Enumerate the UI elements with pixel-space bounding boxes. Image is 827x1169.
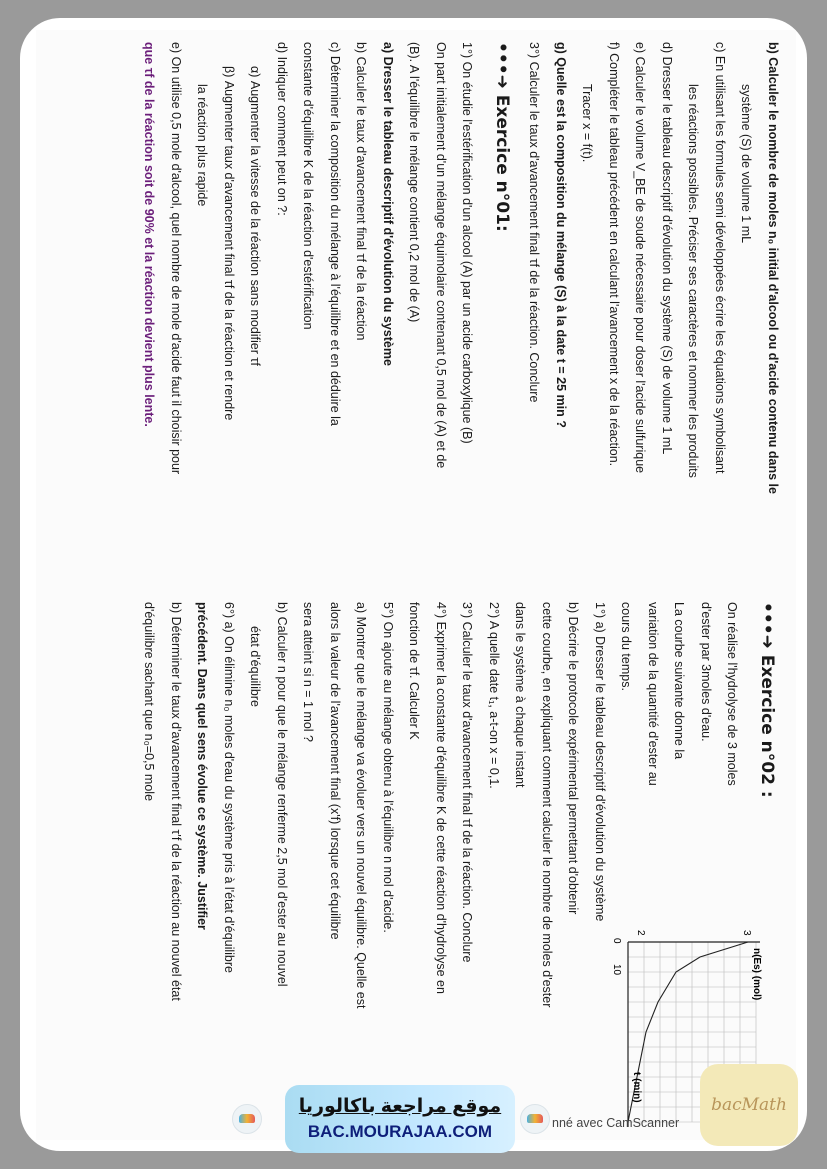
ex2-line: précédent. Dans quel sens évolue ce système. Justifier — [195, 602, 210, 930]
ex1-line: d) Indiquer comment peut on ?: — [275, 42, 289, 216]
ex1-line: On part initialement d'un mélange équimolaire contenant 0,5 mol de (A) et de — [434, 42, 448, 469]
column-exercise-1 — [136, 42, 786, 590]
ex1-line: b) Calculer le taux d'avancement final τf de la réaction — [354, 42, 369, 341]
ex2-line: 6°) a) On élimine n₀ moles d'eau du système pris à l'état d'équilibre — [222, 602, 236, 973]
ex2-line: état d'équilibre — [248, 626, 263, 707]
ex2-intro-line: La courbe suivante donne la — [672, 602, 687, 760]
ex1-line: système (S) de volume 1 mL — [739, 84, 754, 244]
ex2-line: 4°) Exprimer la constante d'équilibre K de cette réaction d'hydrolyse en — [434, 602, 448, 994]
bacmath-logo: bacMath — [700, 1064, 798, 1146]
ex2-line: 1°) a) Dresser le tableau descriptif d'évolution du système — [593, 602, 607, 922]
ex2-line: fonction de τf. Calculer K — [407, 602, 422, 740]
ex1-line: β) Augmenter taux d'avancement final τf de la réaction et rendre — [222, 66, 236, 421]
ex2-intro-line: On réalise l'hydrolyse de 3 moles — [725, 602, 740, 786]
ex1-line: (B). A l'équilibre le mélange contient 0,2 mol de (A) — [407, 42, 422, 323]
bac-mourajaa-logo-icon — [520, 1104, 550, 1134]
ex2-line: alors la valeur de l'avancement final (x'f) lorsque cet équilibre — [328, 602, 342, 940]
ex2-line: cette courbe, en expliquant comment calculer le nombre de moles d'ester — [540, 602, 554, 1008]
y-tick-3: 3 — [741, 930, 752, 936]
ex1-line: e) On utilise 0,5 mole d'alcool, quel nombre de mole d'acide faut il choisir pour — [169, 42, 183, 475]
ex2-line: 3°) Calculer le taux d'avancement final τf de la réaction. Conclure — [460, 602, 475, 963]
x-axis-label: t (min) — [631, 1072, 642, 1103]
ex2-intro-line: variation de la quantité d'ester au — [646, 602, 660, 786]
ex1-line: les réactions possibles. Préciser ses caractères et nommer les produits — [686, 84, 701, 478]
ex1-line: α) Augmenter la vitesse de la réaction sans modifier τf — [248, 66, 263, 366]
exercise-1-title: •••➜ Exercice n°01: — [492, 42, 512, 232]
ex2-intro-line: cours du temps. — [619, 602, 634, 691]
banner-url[interactable]: BAC.MOURAJAA.COM — [307, 1122, 493, 1141]
ex1-line: d) Dresser le tableau descriptif d'évolution du système (S) de volume 1 mL — [660, 42, 674, 455]
ex1-line: c) Déterminer la composition du mélange à l'équilibre et en déduire la — [328, 42, 342, 426]
ex1-line: 3°) Calculer le taux d'avancement final τf de la réaction. Conclure — [527, 42, 542, 403]
camscanner-watermark: nné avec CamScanner — [552, 1116, 680, 1130]
ex2-line: b) Calculer n pour que le mélange renferme 2,5 mol d'ester au nouvel — [275, 602, 289, 987]
ex1-line: b) Calculer le nombre de moles n₀ initial d'alcool ou d'acide contenu dans le — [766, 42, 780, 494]
ex1-line: c) En utilisant les formules semi développées écrire les équations symbolisant — [713, 42, 727, 474]
ex2-line: dans le système à chaque instant — [513, 602, 528, 788]
ex1-line: la réaction plus rapide — [195, 84, 210, 207]
ex2-line: b) Déterminer le taux d'avancement final τ'f de la réaction au nouvel état — [169, 602, 183, 1001]
ex1-line: constante d'équilibre K de la réaction d'estérification — [301, 42, 316, 330]
site-banner[interactable] — [285, 1085, 515, 1153]
x-tick-10: 10 — [611, 964, 622, 976]
x-tick-0: 0 — [611, 938, 622, 944]
ex1-line: e) Calculer le volume V_BE de soude nécessaire pour doser l'acide sulfurique — [633, 42, 648, 474]
banner-arabic-text: موقع مراجعة باكالوريا — [298, 1096, 502, 1117]
ex2-line: sera atteint si n = 1 mol ? — [301, 602, 316, 743]
y-axis-label: n(Es) (mol) — [751, 948, 762, 1001]
bac-mourajaa-logo-icon — [232, 1104, 262, 1134]
ex2-line: 5°) On ajoute au mélange obtenu à l'équilibre n mol d'acide. — [381, 602, 395, 933]
scanned-sheet — [36, 30, 796, 1140]
ex1-line: a) Dresser le tableau descriptif d'évolution du système — [381, 42, 395, 366]
exercise-2-title: •••➜ Exercice n°02 : — [757, 602, 777, 798]
ex2-line: a) Montrer que le mélange va évoluer vers un nouvel équilibre. Quelle est — [354, 602, 369, 1009]
rotated-page — [46, 42, 786, 1132]
ex2-line: b) Décrire le protocole expérimental permettant d'obtenir — [566, 602, 581, 915]
ex1-line: 1°) On étudie l'estérification d'un alcool (A) par un acide carboxylique (B) — [460, 42, 475, 444]
ex2-line: d'équilibre sachant que n₀=0,5 mole — [142, 602, 157, 802]
ex1-line: g) Quelle est la composition du mélange (S) à la date t = 25 min ? — [554, 42, 568, 428]
ex2-line: 2°) A quelle date t₁, a-t-on x = 0,1. — [487, 602, 501, 789]
y-tick-2: 2 — [635, 930, 646, 936]
ex1-line: f) Compléter le tableau précédent en calculant l'avancement x de la réaction. — [607, 42, 621, 467]
document-card — [20, 18, 807, 1151]
ex1-line: Tracer x = f(t). — [580, 84, 595, 163]
ex1-line: que τf de la réaction soit de 90% et la réaction devient plus lente. — [142, 42, 157, 427]
ex2-intro-line: d'ester par 3moles d'eau. — [699, 602, 713, 742]
